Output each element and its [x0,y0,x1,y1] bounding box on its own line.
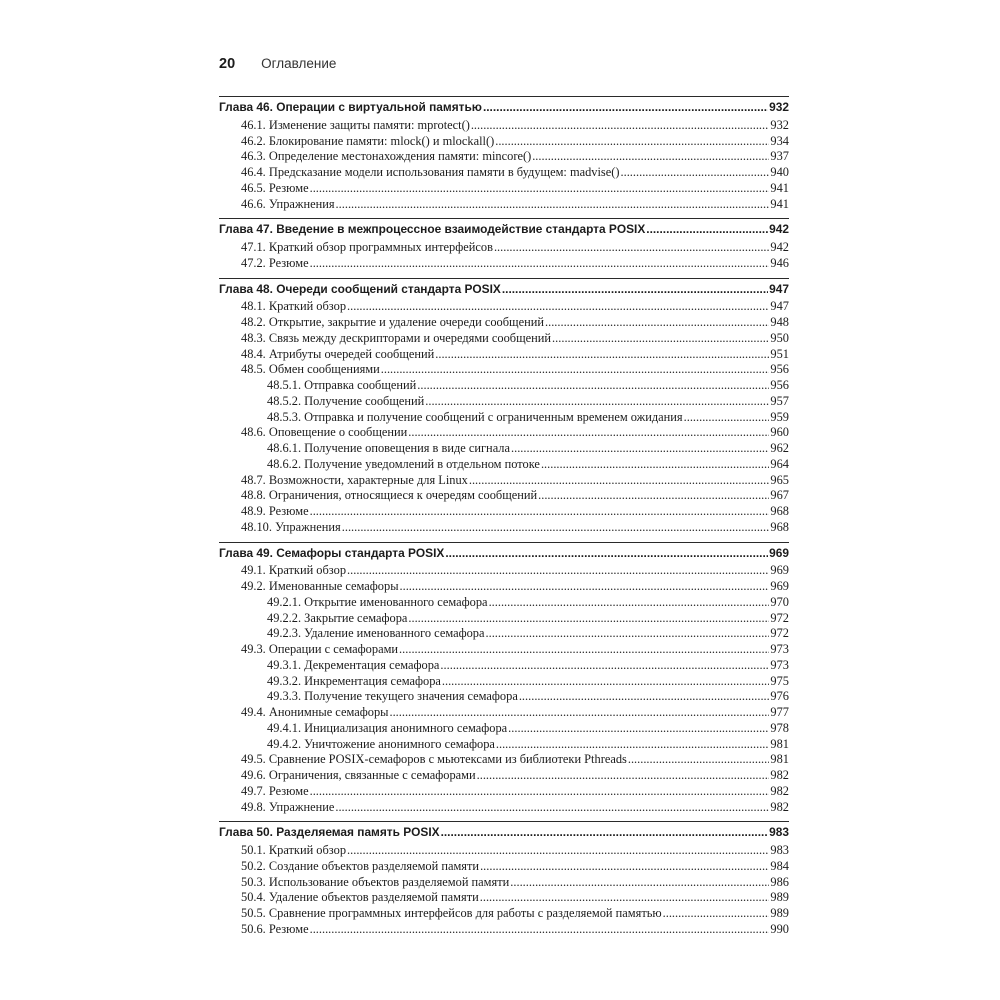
toc-entry-title: 49.4.1. Инициализация анонимного семафора [267,720,508,735]
toc-page-number: 981 [770,752,789,767]
toc-page-number: 986 [770,874,789,889]
section-entry[interactable] [219,705,789,721]
toc-page-number: 937 [770,149,789,164]
dot-leader [489,595,770,611]
section-entry[interactable] [219,197,789,213]
toc-entry-title: 49.7. Резюме [241,783,309,798]
toc-page-number: 947 [770,299,789,314]
section-entry[interactable] [219,425,789,441]
dot-leader [347,299,769,315]
chapter-block [219,278,789,536]
subsection-entry[interactable] [219,595,789,611]
section-entry[interactable] [219,768,789,784]
toc-entry-title: 49.3.3. Получение текущего значения семафора [267,689,518,704]
dot-leader [628,752,770,768]
toc-page-number: 981 [770,736,789,751]
section-entry[interactable] [219,906,789,922]
dot-leader [502,282,768,298]
toc-page-number: 965 [770,472,789,487]
toc-entry-title: 49.2. Именованные семафоры [241,579,399,593]
toc-entry-title: 48.6.2. Получение уведомлений в отдельном потоке [267,456,540,471]
toc-entry-title: 49.3.2. Инкрементация семафора [267,673,441,688]
subsection-entry[interactable] [219,689,789,705]
toc-page-number: 932 [770,117,789,132]
toc-entry-title: 46.5. Резюме [241,180,309,195]
section-entry[interactable] [219,859,789,875]
section-entry[interactable] [219,181,789,197]
toc-page-number: 951 [770,346,789,361]
toc-entry-title: 50.5. Сравнение программных интерфейсов для работы с разделяемой памятью [241,906,662,920]
toc-page-number: 989 [770,906,789,920]
dot-leader [310,922,770,938]
toc-entry-title: 48.6.1. Получение оповещения в виде сигнала [267,441,510,455]
dot-leader [389,705,769,721]
toc-entry-title: 50.4. Удаление объектов разделяемой памяти [241,890,479,905]
section-entry[interactable] [219,118,789,134]
dot-leader [496,737,770,753]
toc-page-number: 989 [770,890,789,905]
dot-leader [646,222,768,238]
toc-page-number: 982 [770,799,789,814]
toc-entry-title: 49.8. Упражнение [241,799,335,814]
toc-page-number: 932 [769,100,789,114]
toc-entry-title: 48.5. Обмен сообщениями [241,362,380,377]
toc-entry-title: 48.5.1. Отправка сообщений [267,378,417,392]
dot-leader [495,134,769,150]
dot-leader [425,394,769,410]
subsection-entry[interactable] [219,611,789,627]
dot-leader [310,504,770,520]
section-entry[interactable] [219,922,789,938]
dot-leader [400,579,770,595]
chapter-heading[interactable] [219,100,789,116]
toc-entry-title: 49.3. Операции с семафорами [241,642,399,656]
dot-leader [435,347,769,363]
toc-page-number: 962 [770,441,789,455]
toc-page-number: 940 [770,165,789,179]
toc-page-number: 982 [770,783,789,798]
dot-leader [545,315,769,331]
toc-page-number: 990 [770,921,789,936]
section-entry[interactable] [219,890,789,906]
chapter-heading[interactable] [219,546,789,562]
toc-page-number: 957 [770,393,789,408]
section-entry[interactable] [219,165,789,181]
subsection-entry[interactable] [219,378,789,394]
dot-leader [684,410,770,426]
toc-page-number: 959 [770,409,789,424]
chapter-heading[interactable] [219,282,789,298]
toc-page-number: 960 [770,425,789,440]
toc-page-number: 969 [770,563,789,578]
dot-leader [342,520,770,536]
subsection-entry[interactable] [219,410,789,426]
toc-entry-title: 48.4. Атрибуты очередей сообщений [241,346,435,361]
toc-entry-title: 48.6. Оповещение о сообщении [241,425,408,440]
dot-leader [511,441,769,457]
toc-entry-title: 49.2.1. Открытие именованного семафора [267,594,488,609]
chapter-heading[interactable] [219,222,789,238]
dot-leader [441,825,769,841]
toc-entry-title: 49.1. Краткий обзор [241,563,347,578]
dot-leader [621,165,770,181]
section-entry[interactable] [219,752,789,768]
dot-leader [399,642,769,658]
section-entry[interactable] [219,256,789,272]
dot-leader [347,843,769,859]
subsection-entry[interactable] [219,721,789,737]
dot-leader [440,658,769,674]
toc-page-number: 934 [770,133,789,148]
toc-page-number: 973 [770,657,789,672]
section-entry[interactable] [219,488,789,504]
toc-page-number: 968 [770,519,789,534]
dot-leader [486,626,770,642]
dot-leader [417,378,769,394]
toc-entry-title: 46.6. Упражнения [241,196,335,211]
toc-page-number: 975 [770,673,789,688]
toc-entry-title: Глава 49. Семафоры стандарта POSIX [219,545,445,560]
dot-leader [532,149,769,165]
dot-leader [483,100,768,116]
dot-leader [663,906,770,922]
section-entry[interactable] [219,579,789,595]
toc-page-number: 956 [770,362,789,377]
dot-leader [494,240,769,256]
chapter-block [219,96,789,212]
toc-page-number: 984 [770,858,789,873]
section-entry[interactable] [219,563,789,579]
toc-page-number: 972 [770,610,789,625]
toc-entry-title: 49.5. Сравнение POSIX-семафоров с мьютексами из библиотеки Pthreads [241,752,627,767]
toc-page-number: 968 [770,504,789,518]
dot-leader [445,546,768,562]
toc-page-number: 969 [769,545,789,560]
page-number: 20 [219,56,236,72]
toc-entry-title: Глава 50. Разделяемая память POSIX [219,825,440,840]
dot-leader [477,768,770,784]
toc-entry-title: 46.4. Предсказание модели использования памяти в будущем: madvise() [241,165,620,179]
toc-entry-title: 48.8. Ограничения, относящиеся к очередям сообщений [241,488,538,503]
toc-page-number: 983 [770,843,789,857]
dot-leader [408,425,769,441]
chapter-heading[interactable] [219,825,789,841]
section-entry[interactable] [219,315,789,331]
toc-entry-title: Глава 48. Очереди сообщений стандарта POSIX [219,281,501,296]
toc-page-number: 976 [770,689,789,704]
toc-page-number: 982 [770,768,789,782]
subsection-entry[interactable] [219,457,789,473]
section-entry[interactable] [219,331,789,347]
section-entry[interactable] [219,504,789,520]
toc-entry-title: 46.2. Блокирование памяти: mlock() и mlockall() [241,133,495,148]
chapter-block [219,218,789,271]
toc-page-number: 973 [770,642,789,656]
toc-page-number: 942 [769,222,789,237]
toc-entry-title: 49.4. Анонимные семафоры [241,705,389,719]
subsection-entry[interactable] [219,658,789,674]
dot-leader [510,875,769,891]
running-title: Оглавление [261,56,337,71]
section-entry[interactable] [219,299,789,315]
dot-leader [480,859,769,875]
dot-leader [335,800,769,816]
toc-entry-title: 50.6. Резюме [241,921,309,936]
toc-entry-title: 48.7. Возможности, характерные для Linux [241,472,468,487]
toc-entry-title: 48.5.2. Получение сообщений [267,393,425,408]
dot-leader [552,331,769,347]
section-entry[interactable] [219,843,789,859]
section-entry[interactable] [219,520,789,536]
section-entry[interactable] [219,149,789,165]
section-entry[interactable] [219,347,789,363]
dot-leader [471,118,770,134]
subsection-entry[interactable] [219,737,789,753]
dot-leader [541,457,769,473]
toc-entry-title: 47.2. Резюме [241,255,309,270]
toc-entry-title: 49.2.3. Удаление именованного семафора [267,626,485,641]
toc-page-number: 941 [770,196,789,211]
toc-entry-title: 49.6. Ограничения, связанные с семафорами [241,768,476,782]
toc-entry-title: 49.3.1. Декрементация семафора [267,657,440,672]
toc-page-number: 977 [770,705,789,719]
toc-page-number: 956 [770,378,789,392]
dot-leader [538,488,769,504]
subsection-entry[interactable] [219,674,789,690]
toc-entry-title: 48.10. Упражнения [241,519,341,534]
page-header [219,56,336,78]
toc-page-number: 950 [770,330,789,345]
dot-leader [310,181,770,197]
dot-leader [310,784,770,800]
section-entry[interactable] [219,784,789,800]
toc-page-number: 983 [769,825,789,840]
toc-entry-title: 48.9. Резюме [241,504,309,518]
chapter-block [219,821,789,937]
table-of-contents [219,96,789,944]
toc-page-number: 942 [770,240,789,254]
section-entry[interactable] [219,875,789,891]
dot-leader [310,256,770,272]
dot-leader [519,689,770,705]
toc-page-number: 941 [770,180,789,195]
toc-entry-title: 47.1. Краткий обзор программных интерфейсов [241,240,493,254]
toc-entry-title: 48.2. Открытие, закрытие и удаление очереди сообщений [241,315,544,329]
dot-leader [508,721,769,737]
subsection-entry[interactable] [219,441,789,457]
section-entry[interactable] [219,800,789,816]
section-entry[interactable] [219,642,789,658]
section-entry[interactable] [219,134,789,150]
toc-page-number: 946 [770,255,789,270]
dot-leader [469,473,770,489]
dot-leader [336,197,770,213]
dot-leader [408,611,769,627]
toc-entry-title: 46.3. Определение местонахождения памяти: mincore() [241,149,532,164]
chapter-block [219,542,789,816]
toc-page-number: 978 [770,720,789,735]
toc-entry-title: 50.3. Использование объектов разделяемой памяти [241,874,510,889]
toc-page-number: 964 [770,456,789,471]
subsection-entry[interactable] [219,626,789,642]
toc-entry-title: 49.2.2. Закрытие семафора [267,610,408,625]
toc-entry-title: 49.4.2. Уничтожение анонимного семафора [267,736,495,751]
toc-entry-title: 50.1. Краткий обзор [241,843,347,857]
dot-leader [347,563,769,579]
dot-leader [442,674,770,690]
dot-leader [480,890,770,906]
toc-entry-title: 48.5.3. Отправка и получение сообщений с ограниченным временем ожидания [267,409,683,424]
toc-entry-title: 48.1. Краткий обзор [241,299,347,314]
section-entry[interactable] [219,240,789,256]
toc-entry-title: 46.1. Изменение защиты памяти: mprotect() [241,117,470,132]
toc-page-number: 948 [770,315,789,329]
dot-leader [381,362,770,378]
toc-page-number: 970 [770,594,789,609]
section-entry[interactable] [219,362,789,378]
toc-entry-title: 48.3. Связь между дескрипторами и очередями сообщений [241,330,552,345]
subsection-entry[interactable] [219,394,789,410]
toc-entry-title: Глава 47. Введение в межпроцессное взаимодействие стандарта POSIX [219,222,646,237]
toc-page-number: 967 [770,488,789,503]
toc-entry-title: 50.2. Создание объектов разделяемой памяти [241,858,480,873]
toc-entry-title: Глава 46. Операции с виртуальной памятью [219,100,482,114]
section-entry[interactable] [219,473,789,489]
toc-page-number: 972 [770,626,789,641]
toc-page-number: 947 [769,281,789,296]
toc-page-number: 969 [770,579,789,593]
